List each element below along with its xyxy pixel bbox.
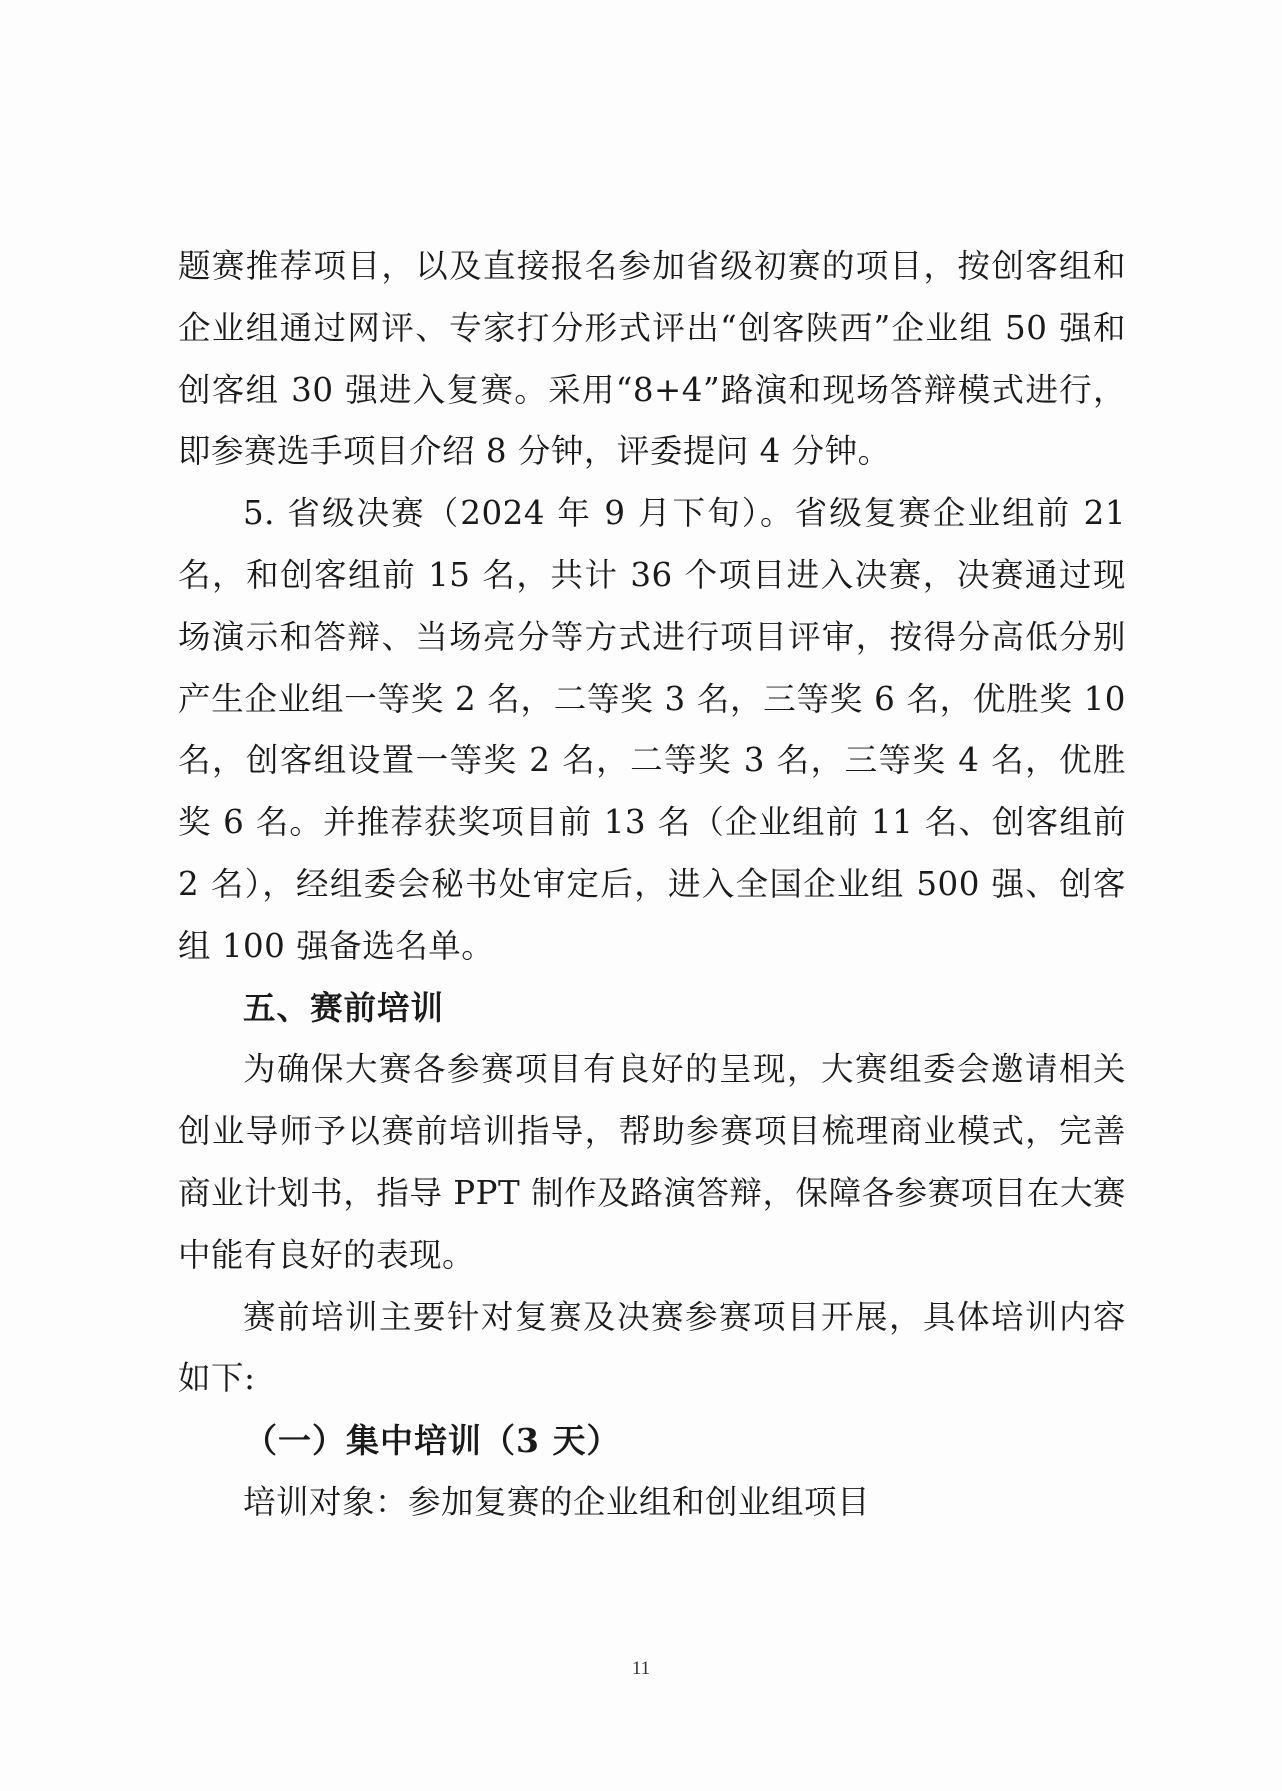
paragraph-continuation: 题赛推荐项目，以及直接报名参加省级初赛的项目，按创客组和企业组通过网评、专家打分形式评出“创客陕西”企业组 50 强和创客组 30 强进入复赛。采用“8+4”路演和现场答辩模式进行，即参赛选手项目介绍 8 分钟，评委提问 4 分钟。 bbox=[178, 247, 1126, 471]
page-number: 11 bbox=[631, 1658, 651, 1679]
document-body bbox=[178, 236, 1126, 1534]
paragraph-provincial-final: 5. 省级决赛（2024 年 9 月下旬）。省级复赛企业组前 21 名，和创客组前 15 名，共计 36 个项目进入决赛，决赛通过现场演示和答辩、当场亮分等方式进行项目评审，按得分高低分别产生企业组一等奖 2 名，二等奖 3 名，三等奖 6 名，优胜奖 10 名，创客组设置一等奖 2 名，二等奖 3 名，三等奖 4 名，优胜奖 6 名。并推荐获奖项目前 13 名（企业组前 11 名、创客组前 2 名），经组委会秘书处审定后，进入全国企业组 500 强、创客组 100 强备选名单。 bbox=[178, 494, 1126, 965]
subheading-centralized-training: （一）集中培训（3 天） bbox=[244, 1421, 621, 1461]
paragraph-training-purpose: 为确保大赛各参赛项目有良好的呈现，大赛组委会邀请相关创业导师予以赛前培训指导，帮助参赛项目梳理商业模式，完善商业计划书，指导 PPT 制作及路演答辩，保障各参赛项目在大赛中能有良好的表现。 bbox=[178, 1050, 1126, 1274]
paragraph-training-target: 培训对象：参加复赛的企业组和创业组项目 bbox=[243, 1482, 871, 1521]
section-heading-pre-competition-training: 五、赛前培训 bbox=[243, 988, 445, 1027]
paragraph-training-scope: 赛前培训主要针对复赛及决赛参赛项目开展，具体培训内容如下: bbox=[178, 1297, 1126, 1398]
